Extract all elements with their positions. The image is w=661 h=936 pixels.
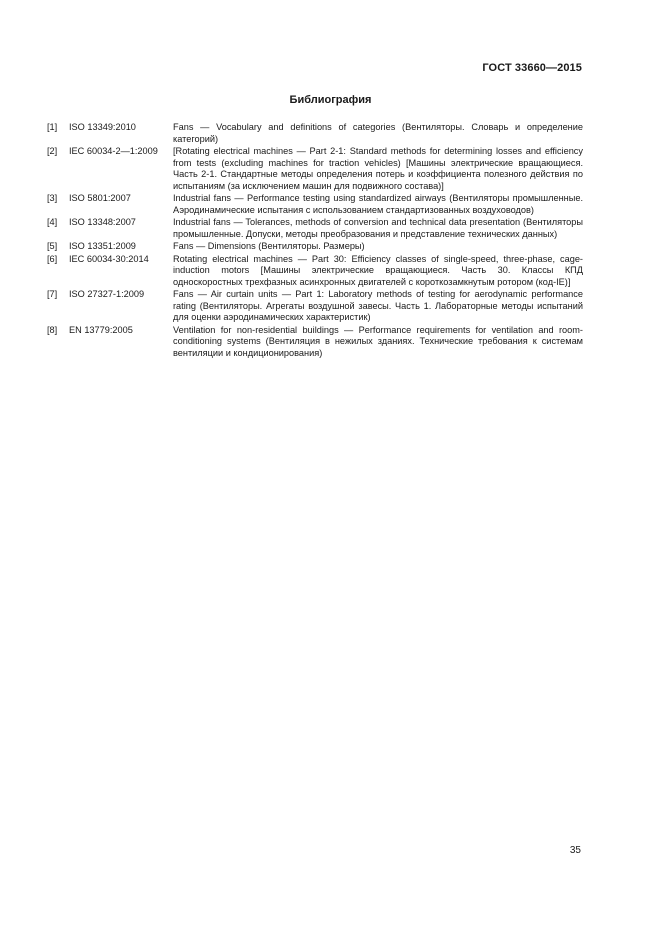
bibliography-entry <box>47 217 583 240</box>
bibliography-entry <box>47 254 583 289</box>
entry-number: [8] <box>47 324 58 335</box>
entry-number: [4] <box>47 217 58 227</box>
bibliography-entry <box>47 325 583 360</box>
entry-number: [5] <box>47 241 58 251</box>
entry-standard: IEC 60034-30:2014 <box>69 253 149 264</box>
entry-description: Rotating electrical machines — Part 30: Efficiency classes of single-speed, three-phase, cage-induction motors [Машины электрические вращающиеся. Часть 30. Классы КПД односкоростных трехфазных асинхронных двигателей с короткозамкнутым ротором (код-IE)] <box>173 253 583 287</box>
document-code: ГОСТ 33660—2015 <box>482 62 582 74</box>
entry-standard: EN 13779:2005 <box>69 324 133 335</box>
entry-number: [2] <box>47 146 58 156</box>
bibliography-entry <box>47 146 583 192</box>
page-number: 35 <box>569 845 581 856</box>
entry-number: [7] <box>47 289 58 299</box>
entry-description: Industrial fans — Performance testing using standardized airways (Вентиляторы промышленные. Аэродинамические испытания с использованием стандартизованных воздуховодов) <box>173 193 583 215</box>
entry-number: [3] <box>47 193 58 203</box>
entry-standard: ISO 13348:2007 <box>69 217 136 227</box>
entry-description: Fans — Air curtain units — Part 1: Laboratory methods of testing for aerodynamic performance rating (Вентиляторы. Агрегаты воздушной завесы. Часть 1. Лабораторные методы испытаний для оценки аэродинамических характеристик) <box>173 289 583 322</box>
entry-number: [6] <box>47 253 58 264</box>
bibliography-entry <box>47 193 583 216</box>
entry-standard: ISO 13349:2010 <box>69 122 136 132</box>
entry-number: [1] <box>47 122 58 132</box>
bibliography-entry <box>47 122 583 145</box>
bibliography-title: Библиография <box>289 94 372 106</box>
entry-description: Ventilation for non-residential buildings — Performance requirements for ventilation and room-conditioning systems (Вентиляция в нежилых зданиях. Технические требования к системам вентиляции и кондиционирования) <box>173 324 583 358</box>
bibliography-list <box>47 122 583 360</box>
bibliography-entry <box>47 241 583 253</box>
entry-standard: ISO 5801:2007 <box>69 193 131 203</box>
entry-standard: ISO 13351:2009 <box>69 241 136 251</box>
entry-standard: IEC 60034-2—1:2009 <box>69 146 158 156</box>
entry-standard: ISO 27327-1:2009 <box>69 289 145 299</box>
entry-description: Industrial fans — Tolerances, methods of conversion and technical data presentation (Вентиляторы промышленные. Допуски, методы преобразования и представление технических данных) <box>173 217 583 239</box>
entry-description: Fans — Dimensions (Вентиляторы. Размеры) <box>173 241 365 251</box>
bibliography-entry <box>47 289 583 324</box>
entry-description: Fans — Vocabulary and definitions of categories (Вентиляторы. Словарь и определение категорий) <box>173 122 583 144</box>
entry-description: [Rotating electrical machines — Part 2-1: Standard methods for determining losses and efficiency from tests (excluding machines for traction vehicles) [Машины электрические вращающиеся. Часть 2-1. Стандартные методы определения потерь и коэффициента полезного действия по испытаниям (за исключением машин для подвижного состава)] <box>173 146 583 191</box>
